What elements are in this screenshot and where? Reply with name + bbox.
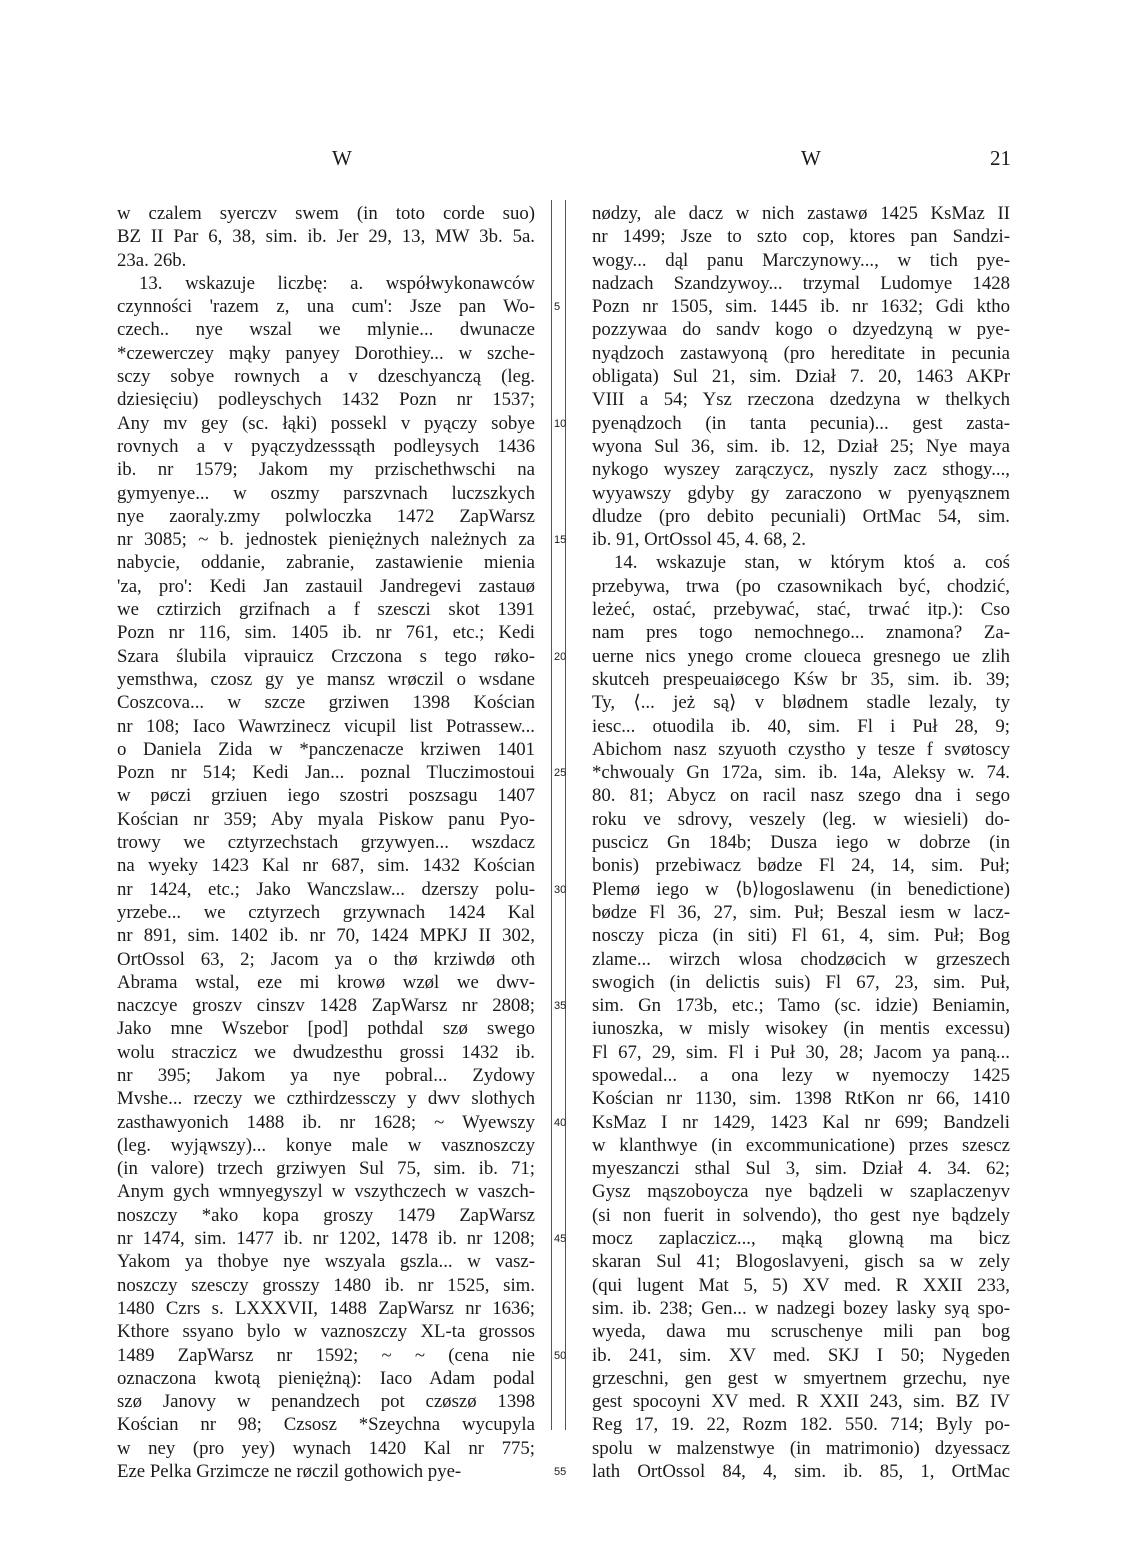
- text-line: lath OrtOssol 84, 4, sim. ib. 85, 1, OrtMac: [592, 1461, 1010, 1483]
- text-line: 80. 81; Abycz on racil nasz szego dna i sego: [592, 785, 1010, 807]
- text-line: Eze Pelka Grzimcze ne røczil gothowich pye-: [117, 1461, 462, 1483]
- text-line: iesc... otuodila ib. 40, sim. Fl i Puł 28, 9;: [592, 715, 1010, 737]
- right-column: [592, 202, 1010, 1483]
- text-line: puscicz Gn 184b; Dusza iego w dobrze (in: [592, 832, 1010, 854]
- text-line: noszczy *ako kopa groszy 1479 ZapWarsz: [117, 1204, 535, 1226]
- text-line: rovnych a v pyączydzesssąth podleysych 1436: [117, 435, 535, 457]
- text-line: 'za, pro': Kedi Jan zastauil Jandregevi zastauø: [117, 575, 535, 597]
- line-number: 40: [554, 1116, 567, 1129]
- text-line: trowy we cztyrzechstach grzywyen... wszdacz: [117, 832, 535, 854]
- text-line: Fl 67, 29, sim. Fl i Puł 30, 28; Jacom ya paną...: [592, 1041, 1010, 1063]
- running-head-right: W: [801, 146, 821, 170]
- text-line: Szara ślubila viprauicz Crzczona s tego røko-: [117, 645, 535, 667]
- line-number: 5: [554, 301, 561, 314]
- line-number: 20: [554, 650, 567, 663]
- text-line: 14. wskazuje stan, w którym ktoś a. coś: [614, 552, 1010, 574]
- text-line: w pøczi grziuen iego szostri poszsagu 1407: [117, 785, 535, 807]
- text-line: dludze (pro debito pecuniali) OrtMac 54, sim.: [592, 505, 1010, 527]
- text-line: Kościan nr 1130, sim. 1398 RtKon nr 66, 1410: [592, 1088, 1010, 1110]
- text-line: 1489 ZapWarsz nr 1592; ~ ~ (cena nie: [117, 1344, 535, 1366]
- text-line: Pozn nr 514; Kedi Jan... poznal Tluczimostoui: [117, 762, 535, 784]
- text-line: Yakom ya thobye nye wszyala gszla... w vasz-: [117, 1251, 535, 1273]
- text-line: roku ve sdrovy, veszely (leg. w wiesieli) do-: [592, 808, 1010, 830]
- text-line: (leg. wyjąwszy)... konye male w vasznoszczy: [117, 1134, 535, 1156]
- text-line: *czewerczey mąky panyey Dorothiey... w szche-: [117, 342, 535, 364]
- text-line: ib. 241, sim. XV med. SKJ I 50; Nygeden: [592, 1344, 1010, 1366]
- line-number: 10: [554, 417, 567, 430]
- text-line: *chwoualy Gn 172a, sim. ib. 14a, Aleksy w. 74.: [592, 762, 1010, 784]
- text-line: nam pres togo nemochnego... znamona? Za-: [592, 622, 1010, 644]
- text-line: nr 108; Iaco Wawrzinecz vicupil list Potrassew...: [117, 715, 535, 737]
- text-line: zlame... wirzch wlosa chodzøcich w grzeszech: [592, 948, 1010, 970]
- text-line: skaran Sul 41; Blogoslavyeni, gisch sa w zely: [592, 1251, 1010, 1273]
- text-line: pyenądzoch (in tanta pecunia)... gest zasta-: [592, 412, 1010, 434]
- text-line: 23a. 26b.: [117, 249, 187, 271]
- text-line: pozzywaa do sandv kogo o dzyedzyną w pye-: [592, 319, 1010, 341]
- line-number-gutter: [540, 200, 572, 1479]
- text-line: 13. wskazuje liczbę: a. współwykonawców: [139, 272, 535, 294]
- text-line: Kthore ssyano bylo w vaznoszczy XL-ta grossos: [117, 1321, 535, 1343]
- text-line: yrzebe... we cztyrzech grzywnach 1424 Kal: [117, 901, 535, 923]
- text-line: Gysz mąszoboycza nye bądzeli w szaplaczenyv: [592, 1181, 1010, 1203]
- text-line: ib. nr 1579; Jakom my przischethwschi na: [117, 459, 535, 481]
- line-number: 30: [554, 883, 567, 896]
- text-line: Any mv gey (sc. łąki) possekl v pyączy sobye: [117, 412, 535, 434]
- text-line: czech.. nye wszal we mlynie... dwunacze: [117, 319, 535, 341]
- column-rule-left: [551, 200, 552, 1430]
- text-line: czynności 'razem z, una cum': Jsze pan Wo-: [117, 296, 535, 318]
- text-line: nyądzoch zastawyoną (pro hereditate in pecunia: [592, 342, 1010, 364]
- text-line: nykogo wyszey zarączycz, nyszly zacz sthogy...,: [592, 459, 1010, 481]
- text-line: nr 1424, etc.; Jako Wanczslaw... dzerszy polu-: [117, 878, 535, 900]
- text-line: Pozn nr 116, sim. 1405 ib. nr 761, etc.; Kedi: [117, 622, 535, 644]
- text-line: Jako mne Wszebor [pod] pothdal szø swego: [117, 1018, 535, 1040]
- text-line: nye zaoraly.zmy polwloczka 1472 ZapWarsz: [117, 505, 535, 527]
- text-line: myeszanczi sthal Sul 3, sim. Dział 4. 34. 62;: [592, 1158, 1010, 1180]
- text-line: gymyenye... w oszmy parszvnach luczszkych: [117, 482, 535, 504]
- text-line: 1480 Czrs s. LXXXVII, 1488 ZapWarsz nr 1636;: [117, 1297, 535, 1319]
- text-line: wolu straczicz we dwudzesthu grossi 1432 ib.: [117, 1041, 535, 1063]
- text-line: BZ II Par 6, 38, sim. ib. Jer 29, 13, MW 3b. 5a.: [117, 226, 535, 248]
- text-line: o Daniela Zida w *panczenacze krziwen 1401: [117, 738, 535, 760]
- text-line: Kościan nr 359; Aby myala Piskow panu Pyo-: [117, 808, 535, 830]
- text-line: w ney (pro yey) wynach 1420 Kal nr 775;: [117, 1437, 535, 1459]
- text-line: grzeschni, gen gest w smyertnem grzechu, nye: [592, 1367, 1010, 1389]
- line-number: 55: [554, 1466, 567, 1479]
- text-line: uerne nics ynego crome cloueca gresnego ue zlih: [592, 645, 1010, 667]
- text-line: iunoszka, w misly wisokey (in mentis excessu): [592, 1018, 1010, 1040]
- text-line: obligata) Sul 21, sim. Dział 7. 20, 1463 AKPr: [592, 366, 1010, 388]
- line-number: 50: [554, 1349, 567, 1362]
- text-line: Ty, ⟨... jeż są⟩ v blødnem stadle lezaly, ty: [592, 692, 1010, 714]
- text-line: nr 891, sim. 1402 ib. nr 70, 1424 MPKJ II 302,: [117, 925, 535, 947]
- text-line: (si non fuerit in solvendo), tho gest nye bądzely: [592, 1204, 1010, 1226]
- text-line: Plemø iego w ⟨b⟩logoslawenu (in benedictione): [592, 878, 1010, 900]
- text-line: przebywa, trwa (po czasownikach być, chodzić,: [592, 575, 1010, 597]
- text-line: sim. Gn 173b, etc.; Tamo (sc. idzie) Beniamin,: [592, 995, 1010, 1017]
- text-line: noszczy szesczy grosszy 1480 ib. nr 1525, sim.: [117, 1274, 535, 1296]
- text-line: nadzach Szandzywoy... trzymal Ludomye 1428: [592, 272, 1010, 294]
- text-line: sczy sobye rownych a v dzeschyanczą (leg.: [117, 366, 535, 388]
- text-line: nr 3085; ~ b. jednostek pieniężnych należnych za: [117, 529, 535, 551]
- text-line: bonis) przebiwacz bødze Fl 24, 14, sim. Puł;: [592, 855, 1010, 877]
- text-line: we cztirzich grzifnach a f szesczi skot 1391: [117, 599, 535, 621]
- text-line: leżeć, ostać, przebywać, stać, trwać itp.): Cso: [592, 599, 1010, 621]
- text-line: nødzy, ale dacz w nich zastawø 1425 KsMaz II: [592, 203, 1010, 224]
- text-line: bødze Fl 36, 27, sim. Puł; Beszal iesm w lacz-: [592, 901, 1010, 923]
- text-line: Anym gych wmnyegyszyl w vszythczech w vaszch-: [117, 1181, 535, 1203]
- text-line: swogich (in delictis suis) Fl 67, 23, sim. Puł,: [592, 971, 1010, 993]
- line-number: 15: [554, 534, 567, 547]
- text-line: zasthawyonich 1488 ib. nr 1628; ~ Wyewszy: [117, 1111, 535, 1133]
- text-line: VIII a 54; Ysz rzeczona dzedzyna w thelkych: [592, 389, 1010, 411]
- text-line: (in valore) trzech grziwyen Sul 75, sim. ib. 71;: [117, 1158, 535, 1180]
- line-number: 25: [554, 767, 567, 780]
- text-line: wyona Sul 36, sim. ib. 12, Dział 25; Nye maya: [592, 435, 1010, 457]
- column-rule-right: [565, 200, 566, 1430]
- page-number: 21: [990, 146, 1011, 170]
- text-line: OrtOssol 63, 2; Jacom ya o thø krziwdø oth: [117, 948, 535, 970]
- text-line: Coszcova... w szcze grziwen 1398 Kościan: [117, 692, 535, 714]
- text-line: naczcye groszv cinszv 1428 ZapWarsz nr 2808;: [117, 995, 535, 1017]
- text-line: wogy... dąl panu Marczynowy..., w tich pye-: [592, 249, 1010, 271]
- running-head-left: W: [332, 146, 352, 170]
- text-line: Mvshe... rzeczy we czthirdzessczy y dwv slothych: [117, 1088, 535, 1110]
- text-line: KsMaz I nr 1429, 1423 Kal nr 699; Bandzeli: [592, 1111, 1010, 1133]
- text-line: wyeda, dawa mu scruschenye mili pan bog: [592, 1321, 1010, 1343]
- text-line: Kościan nr 98; Czsosz *Szeychna wycupyla: [117, 1414, 535, 1436]
- line-number: 45: [554, 1233, 567, 1246]
- text-line: nr 395; Jakom ya nye pobral... Zydowy: [117, 1064, 535, 1086]
- text-line: sim. ib. 238; Gen... w nadzegi bozey lasky syą spo-: [592, 1297, 1010, 1319]
- text-line: ib. 91, OrtOssol 45, 4. 68, 2.: [592, 529, 806, 551]
- text-line: skutceh prespeuaiøcego Kśw br 35, sim. ib. 39;: [592, 668, 1010, 690]
- text-line: Abrama wstal, eze mi krowø wzøl we dwv-: [117, 971, 535, 993]
- text-line: szø Janovy w penandzech pot czøszø 1398: [117, 1391, 535, 1413]
- text-line: mocz zaplaczicz..., mąką glowną ma bicz: [592, 1228, 1010, 1250]
- text-line: nr 1474, sim. 1477 ib. nr 1202, 1478 ib. nr 1208;: [117, 1228, 535, 1250]
- text-line: wyyawszy gdyby gy zaraczono w pyenyąsznem: [592, 482, 1010, 504]
- line-number: 35: [554, 1000, 567, 1013]
- text-line: yemsthwa, czosz gy ye mansz wrøczil o wsdane: [117, 668, 535, 690]
- text-line: Reg 17, 19. 22, Rozm 182. 550. 714; Byly po-: [592, 1414, 1010, 1436]
- text-line: Abichom nasz szyuoth czystho y tesze f svøtoscy: [592, 738, 1010, 760]
- left-column: [117, 202, 535, 1483]
- text-line: (qui lugent Mat 5, 5) XV med. R XXII 233,: [592, 1274, 1010, 1296]
- text-line: spowedal... a ona lezy w nyemoczy 1425: [592, 1064, 1010, 1086]
- text-line: w czalem syerczv swem (in toto corde suo): [117, 203, 535, 224]
- text-line: dziesięciu) podleyschych 1432 Pozn nr 1537;: [117, 389, 535, 411]
- text-line: Pozn nr 1505, sim. 1445 ib. nr 1632; Gdi ktho: [592, 296, 1010, 318]
- text-line: spolu w malzenstwye (in matrimonio) dzyessacz: [592, 1437, 1010, 1459]
- text-line: nosczy picza (in siti) Fl 61, 4, sim. Puł; Bog: [592, 925, 1010, 947]
- text-line: oznaczona kwotą pieniężną): Iaco Adam podal: [117, 1367, 535, 1389]
- text-line: nr 1499; Jsze to szto cop, ktores pan Sandzi-: [592, 226, 1010, 248]
- text-line: w klanthwye (in excommunicatione) przes szescz: [592, 1134, 1010, 1156]
- text-line: na wyeky 1423 Kal nr 687, sim. 1432 Kościan: [117, 855, 535, 877]
- text-line: gest spocoyni XV med. R XXII 243, sim. BZ IV: [592, 1391, 1010, 1413]
- text-line: nabycie, oddanie, zabranie, zastawienie mienia: [117, 552, 535, 574]
